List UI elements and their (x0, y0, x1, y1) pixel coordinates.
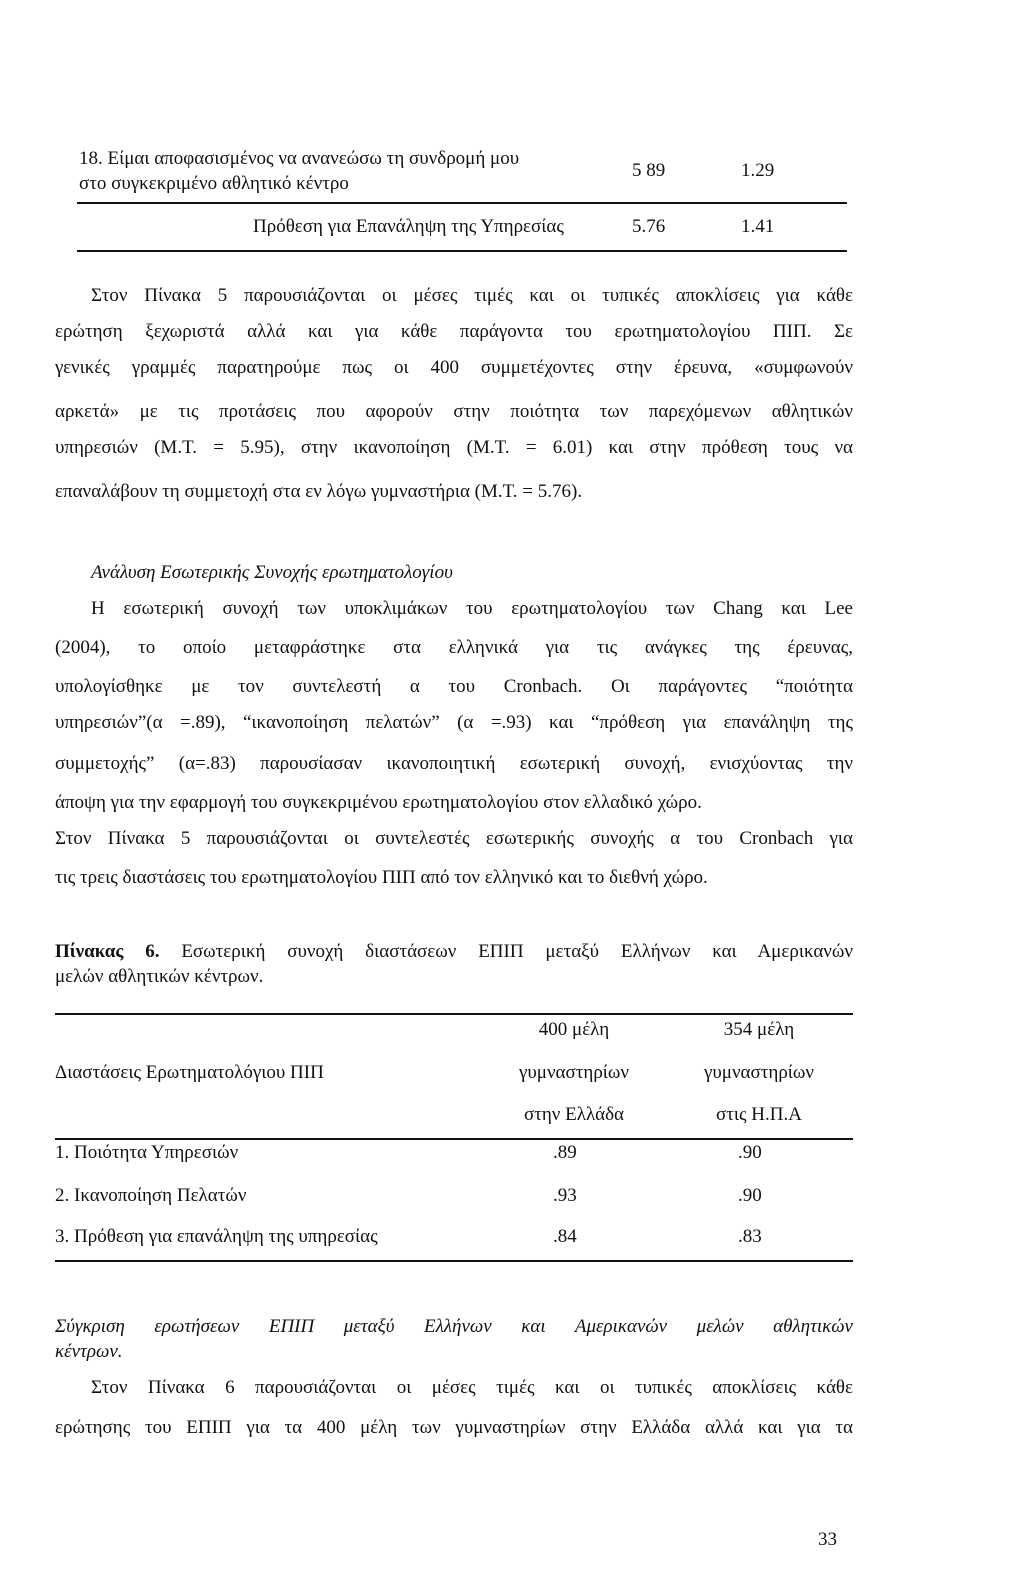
paragraph2-line: άποψη για την εφαρμογή του συγκεκριμένου ερωτηματολογίου στον ελλαδικό χώρο. (55, 792, 702, 813)
table6-caption-text: Εσωτερική συνοχή διαστάσεων ΕΠΙΠ μεταξύ Ελλήνων και Αμερικανών (159, 941, 853, 962)
table6-header-usa-line1: 354 μέλη (723, 1019, 795, 1040)
table6-row-usa: .90 (738, 1185, 762, 1206)
paragraph1-line: Στον Πίνακα 5 παρουσιάζονται οι μέσες τιμές και οι τυπικές αποκλίσεις για κάθε (91, 285, 853, 306)
comparison-heading-line1: Σύγκριση ερωτήσεων ΕΠΙΠ μεταξύ Ελλήνων και Αμερικανών μελών αθλητικών (55, 1316, 853, 1337)
paragraph2-line: συμμετοχής” (α=.83) παρουσίασαν ικανοποιητική εσωτερική συνοχή, ενισχύοντας την (55, 753, 853, 774)
table6-header-rule (55, 1138, 853, 1140)
paragraph1-line: επαναλάβουν τη συμμετοχή στα εν λόγω γυμναστήρια (Μ.Τ. = 5.76). (55, 481, 583, 502)
table6-header-greece-line2: γυμναστηρίων (518, 1062, 630, 1083)
table6-header-usa-line3: στις Η.Π.Α (716, 1104, 802, 1125)
table6-caption-line1 (55, 940, 853, 964)
table5-row18-sd: 1.29 (741, 160, 775, 181)
table6-row-label: 2. Ικανοποίηση Πελατών (55, 1185, 247, 1206)
paragraph2-line: υπηρεσιών”(α =.89), “ικανοποίηση πελατών” (α =.93) και “πρόθεση για επανάληψη της (55, 712, 853, 733)
table6-top-rule (55, 1013, 853, 1015)
table6-header-usa-line2: γυμναστηρίων (703, 1062, 815, 1083)
table5-rule-lower (77, 250, 847, 252)
paragraph2-line: Η εσωτερική συνοχή των υποκλιμάκων του ερωτηματολογίου των Chang και Lee (91, 598, 853, 619)
section-heading: Ανάλυση Εσωτερικής Συνοχής ερωτηματολογίου (91, 562, 453, 583)
table6-row-label: 3. Πρόθεση για επανάληψη της υπηρεσίας (55, 1226, 378, 1247)
table6-header-dimension: Διαστάσεις Ερωτηματολόγιου ΠΙΠ (55, 1062, 324, 1083)
paragraph1-line: υπηρεσιών (Μ.Τ. = 5.95), στην ικανοποίηση (Μ.Τ. = 6.01) και στην πρόθεση τους να (55, 437, 853, 458)
paragraph2-line: Στον Πίνακα 5 παρουσιάζονται οι συντελεστές εσωτερικής συνοχής α του Cronbach για (55, 828, 853, 849)
table6-row-greece: .89 (553, 1142, 577, 1163)
paragraph1-line: γενικές γραμμές παρατηρούμε πως οι 400 συμμετέχοντες στην έρευνα, «συμφωνούν (55, 357, 853, 378)
table5-row18-line2: στο συγκεκριμένο αθλητικό κέντρο (79, 173, 349, 194)
table5-row18-line1: 18. Είμαι αποφασισμένος να ανανεώσω τη συνδρομή μου (79, 148, 520, 169)
table5-row18-mean: 5 89 (632, 160, 666, 181)
table5-total-mean: 5.76 (632, 216, 666, 237)
page-number: 33 (818, 1529, 837, 1550)
table6-header-greece-line3: στην Ελλάδα (523, 1104, 625, 1125)
table6-bottom-rule (55, 1260, 853, 1262)
paragraph1-line: αρκετά» με τις προτάσεις που αφορούν στην ποιότητα των παρεχόμενων αθλητικών (55, 401, 853, 422)
paragraph1-line: ερώτηση ξεχωριστά αλλά και για κάθε παράγοντα του ερωτηματολογίου ΠΙΠ. Σε (55, 321, 853, 342)
paragraph2-line: υπολογίσθηκε με τον συντελεστή α του Cronbach. Οι παράγοντες “ποιότητα (55, 676, 853, 697)
table6-row-label: 1. Ποιότητα Υπηρεσιών (55, 1142, 239, 1163)
table6-caption-line2: μελών αθλητικών κέντρων. (55, 966, 264, 987)
paragraph3-line: Στον Πίνακα 6 παρουσιάζονται οι μέσες τιμές και οι τυπικές αποκλίσεις κάθε (91, 1377, 853, 1398)
table6-row-usa: .90 (738, 1142, 762, 1163)
comparison-heading-line2: κέντρων. (55, 1341, 123, 1362)
table5-rule-upper (77, 202, 847, 204)
paragraph2-line: (2004), το οποίο μεταφράστηκε στα ελληνικά για τις ανάγκες της έρευνας, (55, 637, 853, 658)
table6-row-usa: .83 (738, 1226, 762, 1247)
table6-row-greece: .84 (553, 1226, 577, 1247)
table5-total-label: Πρόθεση για Επανάληψη της Υπηρεσίας (253, 216, 564, 237)
table6-row-greece: .93 (553, 1185, 577, 1206)
table6-caption-label: Πίνακας 6. (55, 941, 160, 962)
paragraph3-line: ερώτησης του ΕΠΙΠ για τα 400 μέλη των γυμναστηρίων στην Ελλάδα αλλά και για τα (55, 1417, 853, 1438)
paragraph2-line: τις τρεις διαστάσεις του ερωτηματολογίου ΠΙΠ από τον ελληνικό και το διεθνή χώρο. (55, 867, 708, 888)
table6-header-greece-line1: 400 μέλη (538, 1019, 610, 1040)
table5-total-sd: 1.41 (741, 216, 775, 237)
